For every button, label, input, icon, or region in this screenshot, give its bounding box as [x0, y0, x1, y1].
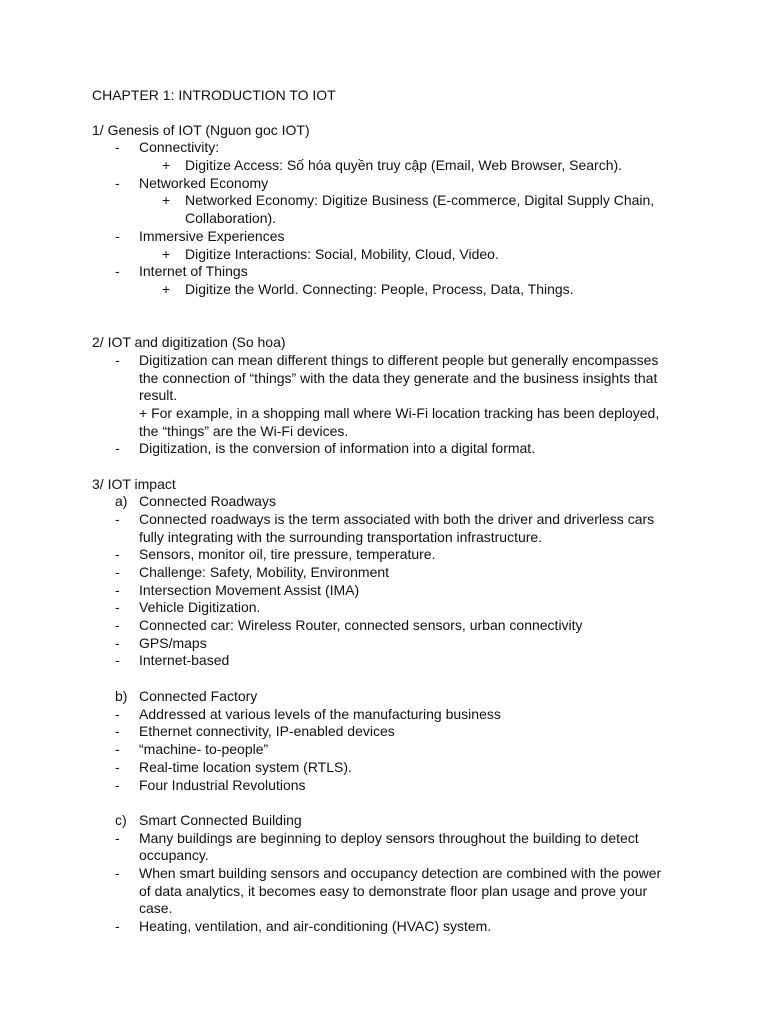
list-item: Vehicle Digitization. [139, 599, 261, 615]
list-marker: - [115, 440, 120, 456]
section-1-heading: 1/ Genesis of IOT (Nguon goc IOT) [92, 122, 310, 138]
list-item-continuation: result. [139, 387, 178, 403]
subsection-marker: a) [115, 493, 128, 509]
list-item: Networked Economy [139, 175, 269, 191]
list-marker: - [115, 352, 120, 368]
list-marker: + [162, 192, 171, 208]
list-item: Digitize Interactions: Social, Mobility, Cloud, Video. [185, 246, 499, 262]
list-marker: - [115, 617, 120, 633]
list-item: “machine- to-people” [139, 741, 269, 757]
section-2-heading: 2/ IOT and digitization (So hoa) [92, 334, 286, 350]
subsection-b-heading: Connected Factory [139, 688, 258, 704]
list-item: Intersection Movement Assist (IMA) [139, 582, 360, 598]
list-marker: - [115, 139, 120, 155]
subsection-c-heading: Smart Connected Building [139, 812, 302, 828]
list-marker: - [115, 706, 120, 722]
list-item-continuation: + For example, in a shopping mall where Wi-Fi location tracking has been deployed, [139, 405, 660, 421]
list-item: Digitization, is the conversion of information into a digital format. [139, 440, 536, 456]
list-item: Internet-based [139, 652, 230, 668]
list-marker: - [115, 652, 120, 668]
subsection-marker: b) [115, 688, 128, 704]
chapter-title: CHAPTER 1: INTRODUCTION TO IOT [92, 87, 336, 103]
list-item: GPS/maps [139, 635, 207, 651]
list-marker: - [115, 635, 120, 651]
list-item: Internet of Things [139, 263, 248, 279]
list-item: Sensors, monitor oil, tire pressure, temperature. [139, 546, 436, 562]
list-item: Connected roadways is the term associated with both the driver and driverless cars [139, 511, 655, 527]
list-item: Digitize the World. Connecting: People, Process, Data, Things. [185, 281, 574, 297]
list-marker: - [115, 582, 120, 598]
list-marker: - [115, 511, 120, 527]
list-item: Heating, ventilation, and air-conditioning (HVAC) system. [139, 918, 492, 934]
list-item-continuation: fully integrating with the surrounding transportation infrastructure. [139, 529, 543, 545]
list-marker: - [115, 599, 120, 615]
list-marker: - [115, 263, 120, 279]
list-marker: - [115, 918, 120, 934]
list-item: Many buildings are beginning to deploy sensors throughout the building to detect [139, 830, 639, 846]
list-marker: + [162, 281, 171, 297]
list-item-continuation: of data analytics, it becomes easy to demonstrate floor plan usage and prove your [139, 883, 648, 899]
section-3-heading: 3/ IOT impact [92, 476, 176, 492]
list-marker: - [115, 228, 120, 244]
list-marker: + [162, 246, 171, 262]
list-marker: - [115, 741, 120, 757]
list-marker: - [115, 564, 120, 580]
subsection-marker: c) [115, 812, 127, 828]
list-item: Digitization can mean different things to different people but generally encompasses [139, 352, 659, 368]
list-marker: - [115, 175, 120, 191]
list-marker: + [162, 157, 171, 173]
list-marker: - [115, 777, 120, 793]
list-item: Connected car: Wireless Router, connected sensors, urban connectivity [139, 617, 583, 633]
list-item-continuation: case. [139, 900, 173, 916]
list-marker: - [115, 759, 120, 775]
list-marker: - [115, 546, 120, 562]
list-item: Addressed at various levels of the manufacturing business [139, 706, 501, 722]
list-marker: - [115, 865, 120, 881]
list-item: Ethernet connectivity, IP-enabled devices [139, 723, 395, 739]
list-item: When smart building sensors and occupancy detection are combined with the power [139, 865, 662, 881]
list-item: Real-time location system (RTLS). [139, 759, 352, 775]
list-item: Networked Economy: Digitize Business (E-commerce, Digital Supply Chain, [185, 192, 655, 208]
list-item-continuation: the “things” are the Wi-Fi devices. [139, 423, 349, 439]
list-item: Four Industrial Revolutions [139, 777, 306, 793]
list-marker: - [115, 830, 120, 846]
list-item: Digitize Access: Số hóa quyền truy cập (Email, Web Browser, Search). [185, 157, 623, 173]
list-item: Challenge: Safety, Mobility, Environment [139, 564, 390, 580]
list-item: Immersive Experiences [139, 228, 285, 244]
list-item-continuation: Collaboration). [185, 210, 277, 226]
subsection-a-heading: Connected Roadways [139, 493, 276, 509]
list-item-continuation: the connection of “things” with the data they generate and the business insights that [139, 370, 658, 386]
list-item-continuation: occupancy. [139, 847, 209, 863]
list-marker: - [115, 723, 120, 739]
list-item: Connectivity: [139, 139, 220, 155]
